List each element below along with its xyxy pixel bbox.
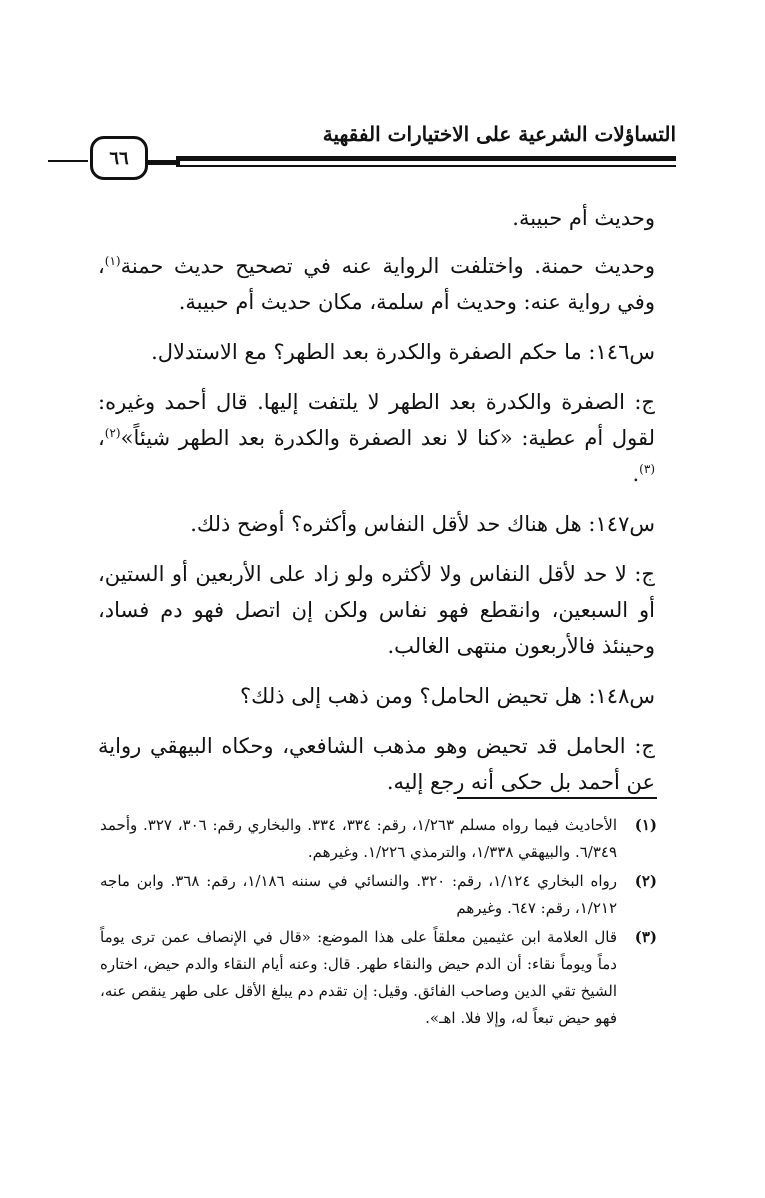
footnotes: [100, 812, 657, 1034]
header-rule: [176, 156, 676, 161]
sentence-end: .: [632, 462, 640, 486]
footnote-ref[interactable]: (١): [104, 254, 121, 268]
question-147: [98, 506, 655, 542]
paragraph: [98, 200, 655, 236]
paragraph-text: وحديث حمنة. واختلفت الرواية عنه في تصحيح حديث حمنة: [120, 254, 655, 278]
question-148: [98, 678, 655, 714]
question-text: س١٤٨: هل تحيض الحامل؟ ومن ذهب إلى ذلك؟: [240, 684, 655, 708]
page-number: ٦٦: [109, 147, 129, 169]
footnote-number: (٣): [634, 928, 657, 946]
paragraph-text: ، وفي رواية عنه: وحديث أم سلمة، مكان حديث أم حبيبة.: [98, 254, 655, 314]
footnote-text: الأحاديث فيما رواه مسلم ١/٢٦٣، رقم: ٣٣٤، ٣٣٤. والبخاري رقم: ٣٠٦، ٣٢٧. وأحمد ٦/٣٤٩. والبيهقي ١/٣٣٨، والترمذي ١/٢٢٦. وغيرهم.: [100, 816, 618, 861]
footnote: [100, 868, 657, 922]
answer-146: [98, 384, 655, 492]
page-number-badge: [90, 136, 148, 180]
answer-text: ج: لا حد لأقل النفاس ولا لأكثره ولو زاد على الأربعين أو الستين، أو السبعين، وانقطع فهو نفاس ولكن إن اتصل فهو دم فساد، وحينئذ فالأربعون منتهى الغالب.: [98, 562, 655, 658]
book-title: التساؤلات الشرعية على الاختيارات الفقهية: [322, 122, 676, 146]
question-text: س١٤٧: هل هناك حد لأقل النفاس وأكثره؟ أوضح ذلك.: [190, 512, 655, 536]
running-header: [88, 118, 676, 182]
main-text: [98, 200, 655, 814]
footnote-ref[interactable]: (٢): [104, 426, 121, 440]
answer-148: [98, 728, 655, 800]
footnote-ref[interactable]: (٣): [639, 462, 655, 476]
footnote-number: (٢): [634, 872, 657, 890]
separator: ،: [98, 426, 105, 450]
header-rule-left: [48, 160, 88, 162]
question-text: س١٤٦: ما حكم الصفرة والكدرة بعد الطهر؟ مع الاستدلال.: [151, 340, 655, 364]
answer-text: ج: الحامل قد تحيض وهو مذهب الشافعي، وحكاه البيهقي رواية عن أحمد بل حكى أنه رجع إليه.: [98, 734, 655, 794]
answer-text: ج: الصفرة والكدرة بعد الطهر لا يلتفت إليها. قال أحمد وغيره: لقول أم عطية: «كنا لا نعد الصفرة والكدرة بعد الطهر شيئاً»: [98, 390, 655, 450]
footnote-separator: [457, 797, 657, 799]
paragraph-text: وحديث أم حبيبة.: [512, 206, 655, 230]
footnote: [100, 924, 657, 1032]
footnote-number: (١): [634, 816, 657, 834]
footnote-text: قال العلامة ابن عثيمين معلقاً على هذا الموضع: «قال في الإنصاف عمن ترى يوماً دماً ويوماً نقاء: أن الدم حيض والنقاء طهر. قال: وعنه أيام النقاء والدم حيض، اختاره الشيخ تقي الدين وصاحب الفائق. وقيل: إن تقدم دم يبلغ الأقل على طهر ينقص عنه، فهو حيض تبعاً له، وإلا فلا. اهـ».: [100, 928, 617, 1027]
badge-connector: [144, 160, 180, 165]
paragraph: [98, 248, 655, 320]
footnote: [100, 812, 657, 866]
answer-147: [98, 556, 655, 664]
footnote-text: رواه البخاري ١/١٢٤، رقم: ٣٢٠. والنسائي في سننه ١/١٨٦، رقم: ٣٦٨. وابن ماجه ١/٢١٢، رقم: ٦٤٧. وغيرهم: [100, 872, 617, 917]
header-rule-thin: [176, 165, 676, 167]
question-146: [98, 334, 655, 370]
